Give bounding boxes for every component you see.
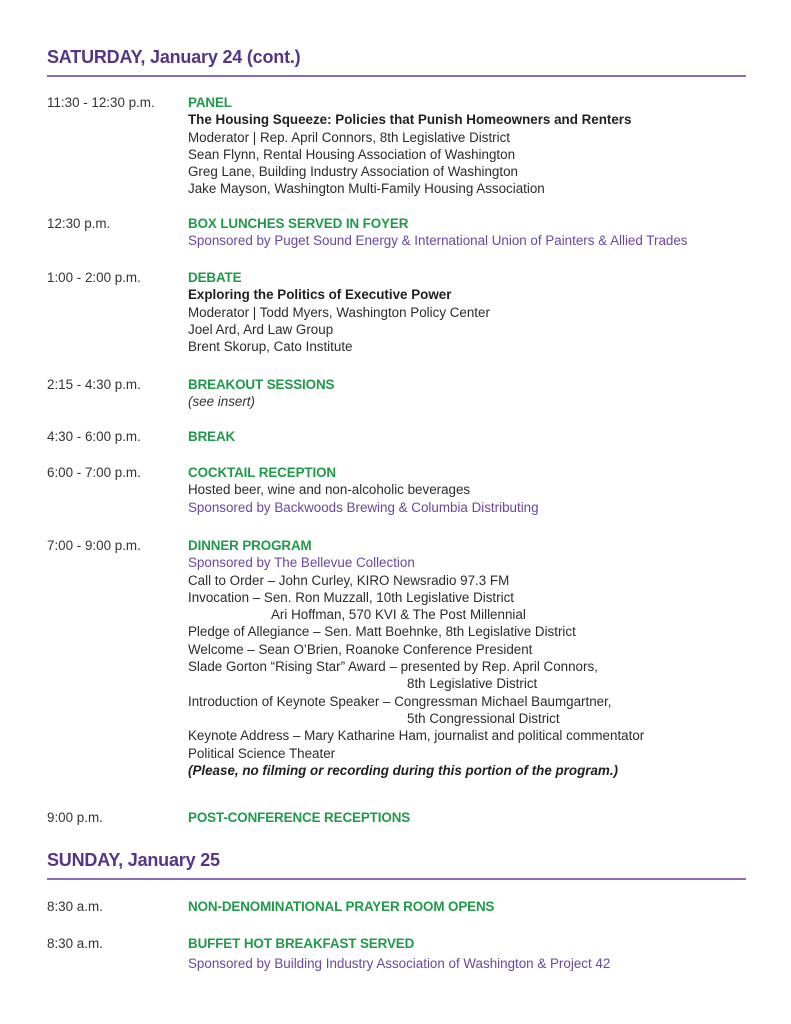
event-subtitle: Exploring the Politics of Executive Power: [188, 287, 452, 303]
event-time: 2:15 - 4:30 p.m.: [47, 377, 141, 392]
event-time: 1:00 - 2:00 p.m.: [47, 270, 141, 285]
event-sponsor: Sponsored by Backwoods Brewing & Columbia Distributing: [188, 499, 539, 515]
day-title: SUNDAY, January 25: [47, 850, 220, 870]
event-line: Sean Flynn, Rental Housing Association of Washington: [188, 146, 516, 162]
event-subtitle: The Housing Squeeze: Policies that Punish Homeowners and Renters: [188, 112, 632, 128]
event-sponsor: Sponsored by Puget Sound Energy & International Union of Painters & Allied Trades: [188, 233, 688, 249]
event-title: BOX LUNCHES SERVED IN FOYER: [188, 216, 409, 231]
event-title: DINNER PROGRAM: [188, 538, 312, 553]
event-line: Keynote Address – Mary Katharine Ham, journalist and political commentator: [188, 728, 645, 744]
event-line: Welcome – Sean O’Brien, Roanoke Conference President: [188, 641, 533, 657]
event-line: 5th Congressional District: [407, 710, 560, 726]
event-time: 8:30 a.m.: [47, 899, 103, 914]
event-line: Jake Mayson, Washington Multi-Family Housing Association: [188, 181, 545, 197]
event-line: Hosted beer, wine and non-alcoholic beverages: [188, 482, 471, 498]
event-line: Pledge of Allegiance – Sen. Matt Boehnke, 8th Legislative District: [188, 624, 576, 640]
event-sponsor: Sponsored by The Bellevue Collection: [188, 555, 415, 571]
event-time: 7:00 - 9:00 p.m.: [47, 538, 141, 553]
event-note: (see insert): [188, 394, 255, 410]
event-line: Moderator | Todd Myers, Washington Policy Center: [188, 304, 490, 320]
day-header-sunday: [47, 849, 746, 880]
event-note: (Please, no filming or recording during this portion of the program.): [188, 762, 618, 778]
event-line: Greg Lane, Building Industry Association of Washington: [188, 164, 518, 180]
event-line: Brent Skorup, Cato Institute: [188, 339, 353, 355]
event-time: 8:30 a.m.: [47, 936, 103, 951]
event-line: Joel Ard, Ard Law Group: [188, 321, 334, 337]
event-line: Slade Gorton “Rising Star” Award – presented by Rep. April Connors,: [188, 659, 598, 675]
event-line: Political Science Theater: [188, 745, 336, 761]
event-title: POST-CONFERENCE RECEPTIONS: [188, 810, 411, 825]
event-time: 12:30 p.m.: [47, 216, 111, 231]
divider: [47, 878, 746, 880]
event-title: BREAK: [188, 429, 236, 444]
event-title: PANEL: [188, 95, 232, 110]
event-title: BUFFET HOT BREAKFAST SERVED: [188, 936, 415, 951]
event-line: Invocation – Sen. Ron Muzzall, 10th Legislative District: [188, 589, 514, 605]
event-title: NON-DENOMINATIONAL PRAYER ROOM OPENS: [188, 899, 495, 914]
event-title: DEBATE: [188, 270, 242, 285]
event-line: Call to Order – John Curley, KIRO Newsradio 97.3 FM: [188, 572, 510, 588]
day-header-saturday: [47, 46, 746, 77]
event-title: COCKTAIL RECEPTION: [188, 465, 336, 480]
event-time: 4:30 - 6:00 p.m.: [47, 429, 141, 444]
event-time: 6:00 - 7:00 p.m.: [47, 465, 141, 480]
event-time: 11:30 - 12:30 p.m.: [47, 95, 155, 110]
divider: [47, 75, 746, 77]
event-title: BREAKOUT SESSIONS: [188, 377, 335, 392]
event-line: Moderator | Rep. April Connors, 8th Legislative District: [188, 129, 511, 145]
event-line: Ari Hoffman, 570 KVI & The Post Millennial: [271, 607, 526, 623]
event-line: Introduction of Keynote Speaker – Congressman Michael Baumgartner,: [188, 693, 612, 709]
event-time: 9:00 p.m.: [47, 810, 103, 825]
day-title: SATURDAY, January 24 (cont.): [47, 47, 301, 67]
event-line: 8th Legislative District: [407, 676, 538, 692]
event-sponsor: Sponsored by Building Industry Association of Washington & Project 42: [188, 956, 611, 972]
